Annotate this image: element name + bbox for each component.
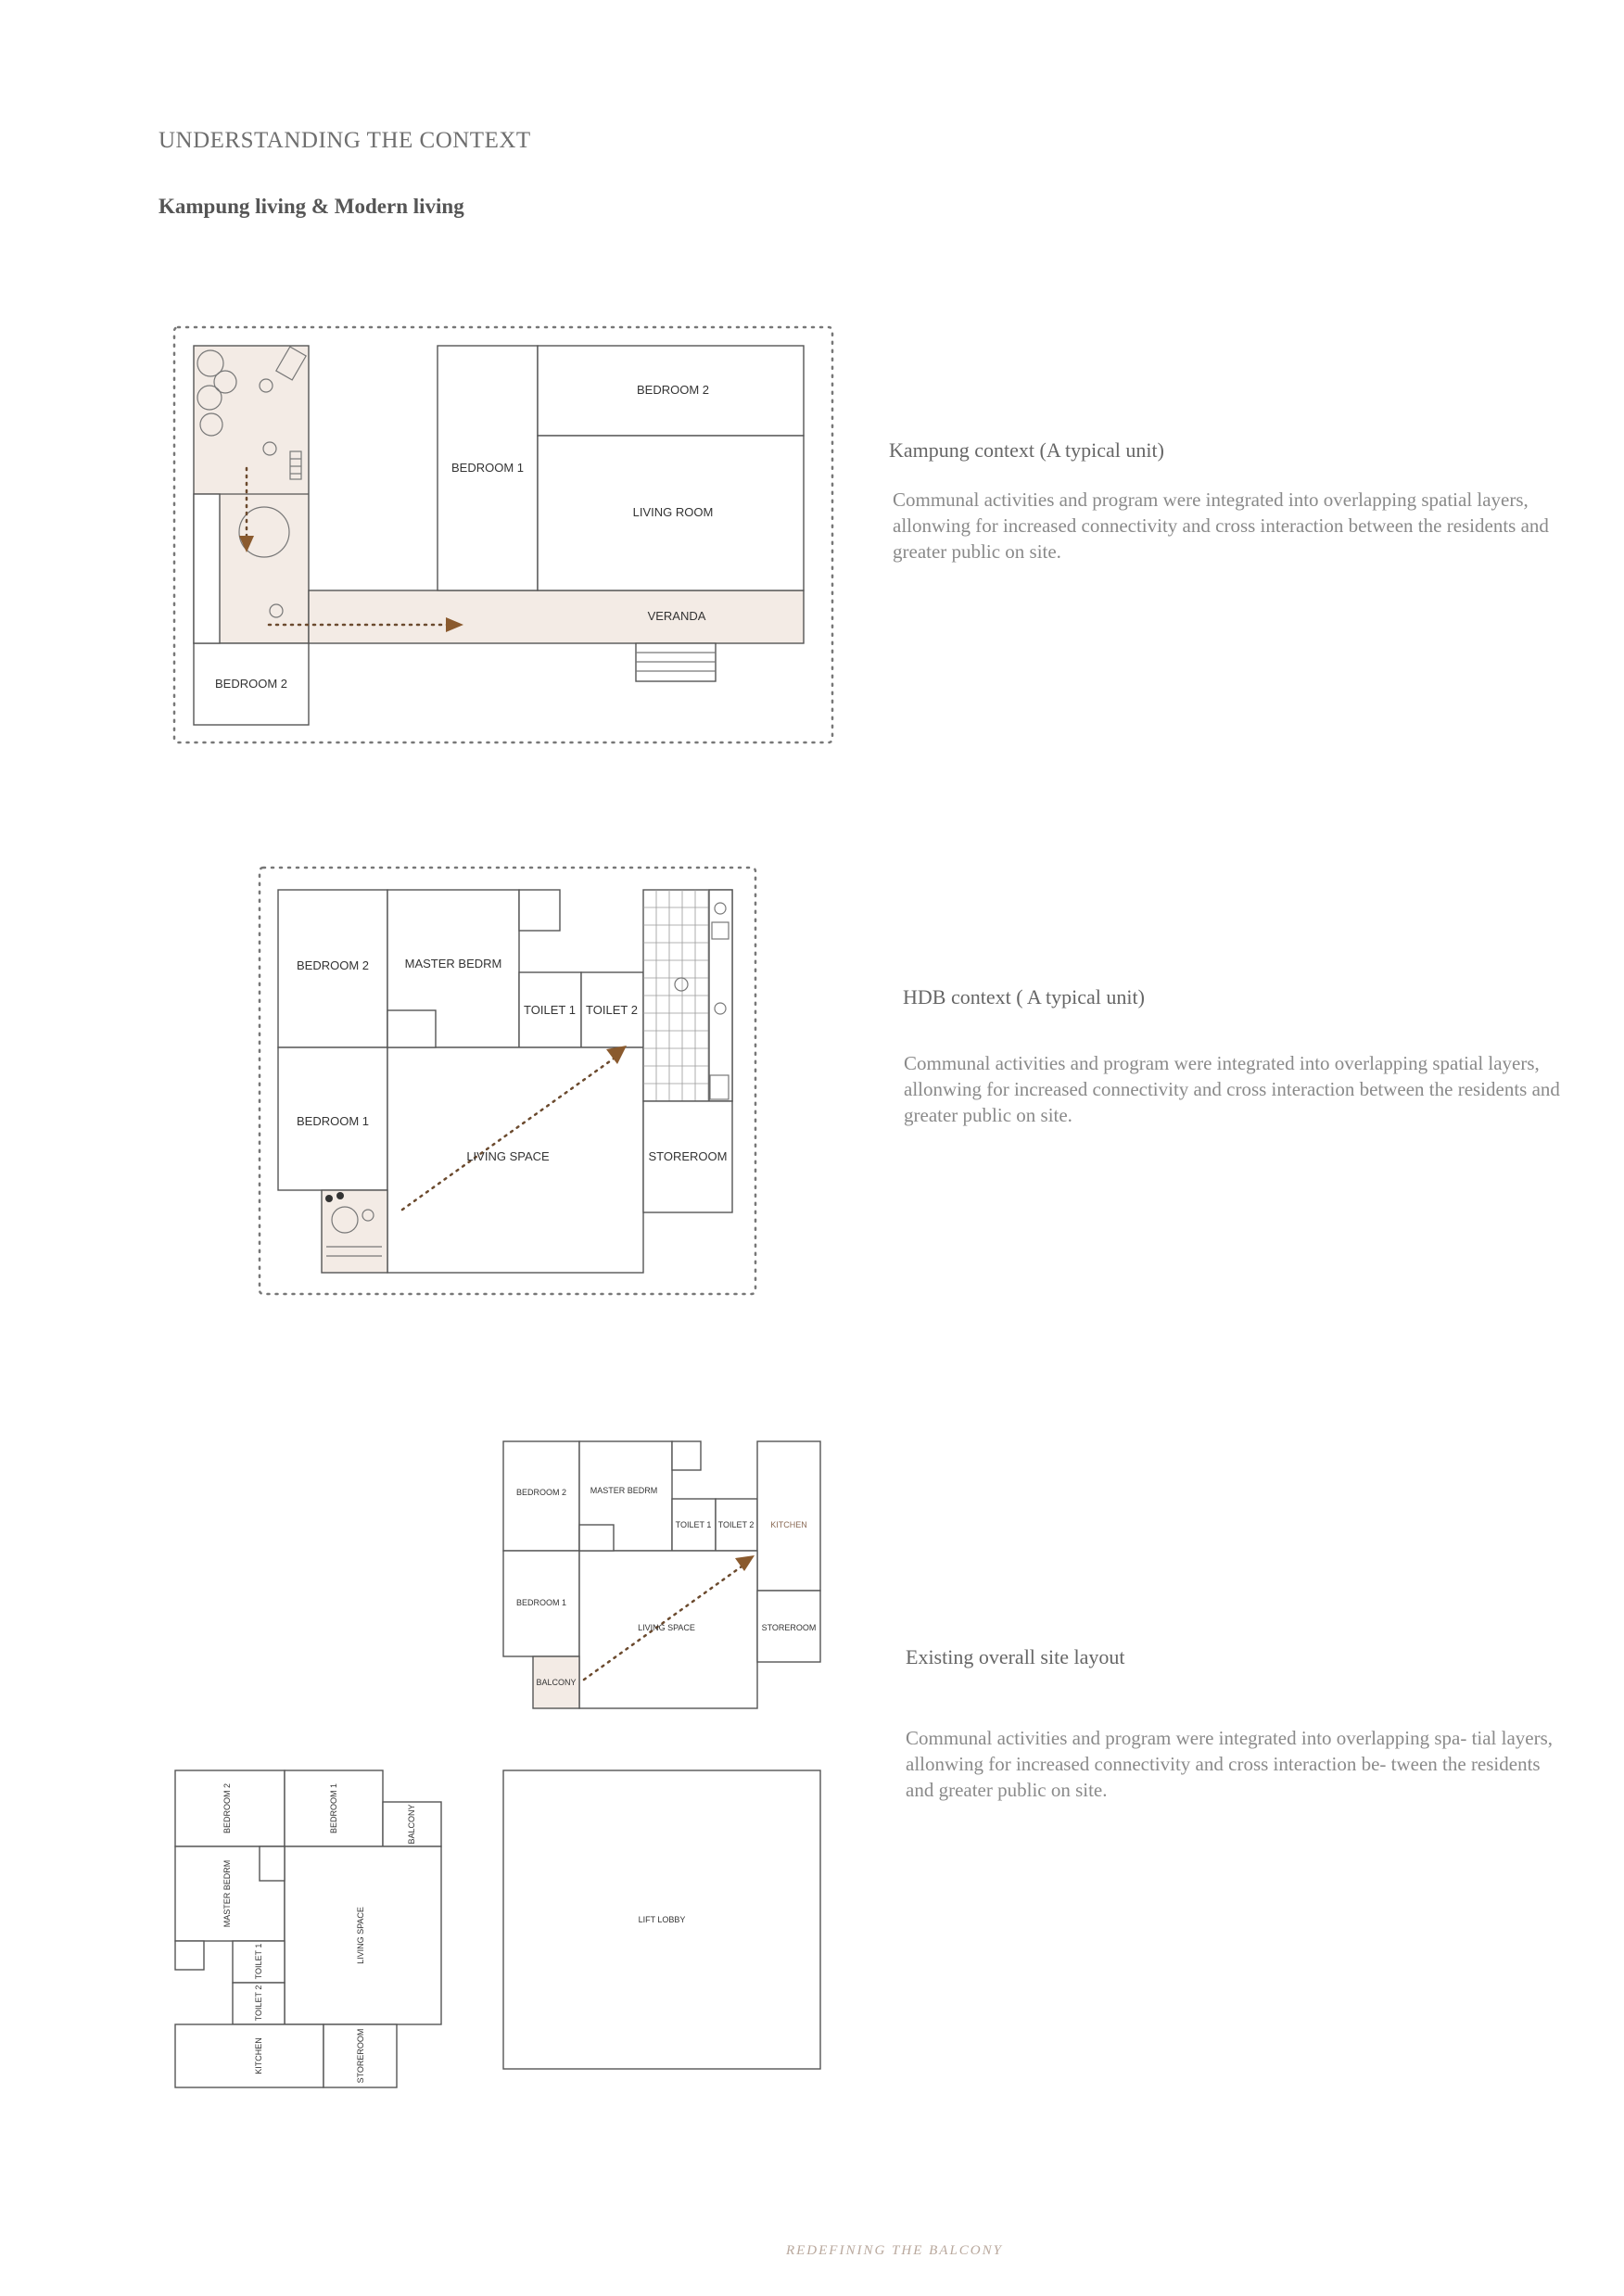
kampung-floor-plan	[167, 320, 844, 755]
label-kampung-bedroom2-bottom: BEDROOM 2	[214, 677, 288, 691]
label-site-rot-bedroom1: BEDROOM 1	[329, 1782, 338, 1834]
label-site-rot-master: MASTER BEDRM	[222, 1859, 232, 1928]
label-site-bedroom1: BEDROOM 1	[515, 1598, 567, 1607]
site-room-kitchen	[757, 1441, 820, 1591]
site-living-step	[579, 1525, 614, 1551]
hdb-floor-plan	[250, 857, 769, 1302]
label-site-rot-kitchen: KITCHEN	[254, 2037, 263, 2074]
label-site-toilet2: TOILET 2	[717, 1520, 755, 1529]
label-site-bedroom2: BEDROOM 2	[515, 1488, 567, 1497]
label-site-living: LIVING SPACE	[638, 1623, 695, 1632]
hdb-room-balcony	[322, 1190, 387, 1273]
site-rot-kitchen	[175, 2024, 324, 2087]
label-site-rot-balcony: BALCONY	[407, 1804, 416, 1845]
site-notch	[672, 1441, 701, 1470]
label-site-balcony: BALCONY	[536, 1678, 577, 1687]
label-site-storeroom: STOREROOM	[761, 1623, 817, 1632]
hdb-notch	[519, 890, 560, 931]
label-site-lift-lobby: LIFT LOBBY	[638, 1915, 686, 1924]
label-site-rot-toilet1: TOILET 1	[254, 1943, 263, 1980]
kampung-steps	[636, 643, 716, 681]
hdb-heading: HDB context ( A typical unit)	[903, 985, 1145, 1008]
label-site-rot-toilet2: TOILET 2	[254, 1985, 263, 2022]
label-hdb-bedroom1: BEDROOM 1	[296, 1114, 370, 1128]
label-site-rot-storeroom: STOREROOM	[356, 2028, 365, 2084]
site-layout-plan	[167, 1432, 834, 2099]
label-site-rot-bedroom2: BEDROOM 2	[222, 1782, 232, 1834]
site-rot-notch	[175, 1941, 204, 1970]
kampung-heading: Kampung context (A typical unit)	[889, 438, 1164, 462]
label-hdb-toilet2: TOILET 2	[586, 1003, 638, 1017]
label-kampung-bedroom1: BEDROOM 1	[450, 461, 525, 475]
site-heading: Existing overall site layout	[906, 1645, 1125, 1668]
hdb-description: Communal activities and program were integrated into overlapping spatial layers, allonwing for increased connectivity and cross interaction between the residents and greater public on site.	[904, 1052, 1560, 1126]
kampung-description: Communal activities and program were integrated into overlapping spatial layers, allonwing for increased connectivity and cross interaction between the residents and greater public on site.	[893, 488, 1549, 563]
footer-text: REDEFINING THE BALCONY	[785, 2243, 1003, 2258]
label-hdb-bedroom2: BEDROOM 2	[296, 958, 370, 972]
label-site-rot-living: LIVING SPACE	[356, 1907, 365, 1964]
label-site-kitchen: KITCHEN	[770, 1520, 807, 1529]
page-subtitle: Kampung living & Modern living	[159, 195, 464, 218]
label-site-master: MASTER BEDRM	[590, 1486, 658, 1495]
page-title: UNDERSTANDING THE CONTEXT	[159, 128, 531, 153]
label-hdb-toilet1: TOILET 1	[524, 1003, 576, 1017]
site-description: Communal activities and program were integrated into overlapping spa- tial layers, allonwing for increased connectivity and cross interaction be- tween the residents and greater public on site.	[906, 1727, 1554, 1801]
label-site-toilet1: TOILET 1	[675, 1520, 712, 1529]
label-hdb-master: MASTER BEDRM	[404, 957, 502, 970]
hdb-kitchen	[643, 890, 732, 1101]
site-rot-step	[260, 1846, 285, 1881]
label-kampung-veranda: VERANDA	[647, 609, 706, 623]
kampung-room-veranda	[309, 590, 804, 643]
label-kampung-living-room: LIVING ROOM	[632, 505, 714, 519]
label-hdb-living: LIVING SPACE	[466, 1149, 550, 1163]
label-hdb-storeroom: STOREROOM	[648, 1149, 728, 1163]
kampung-side-niche	[194, 494, 220, 643]
hdb-living-step	[387, 1010, 436, 1047]
label-kampung-bedroom2-top: BEDROOM 2	[636, 383, 710, 397]
